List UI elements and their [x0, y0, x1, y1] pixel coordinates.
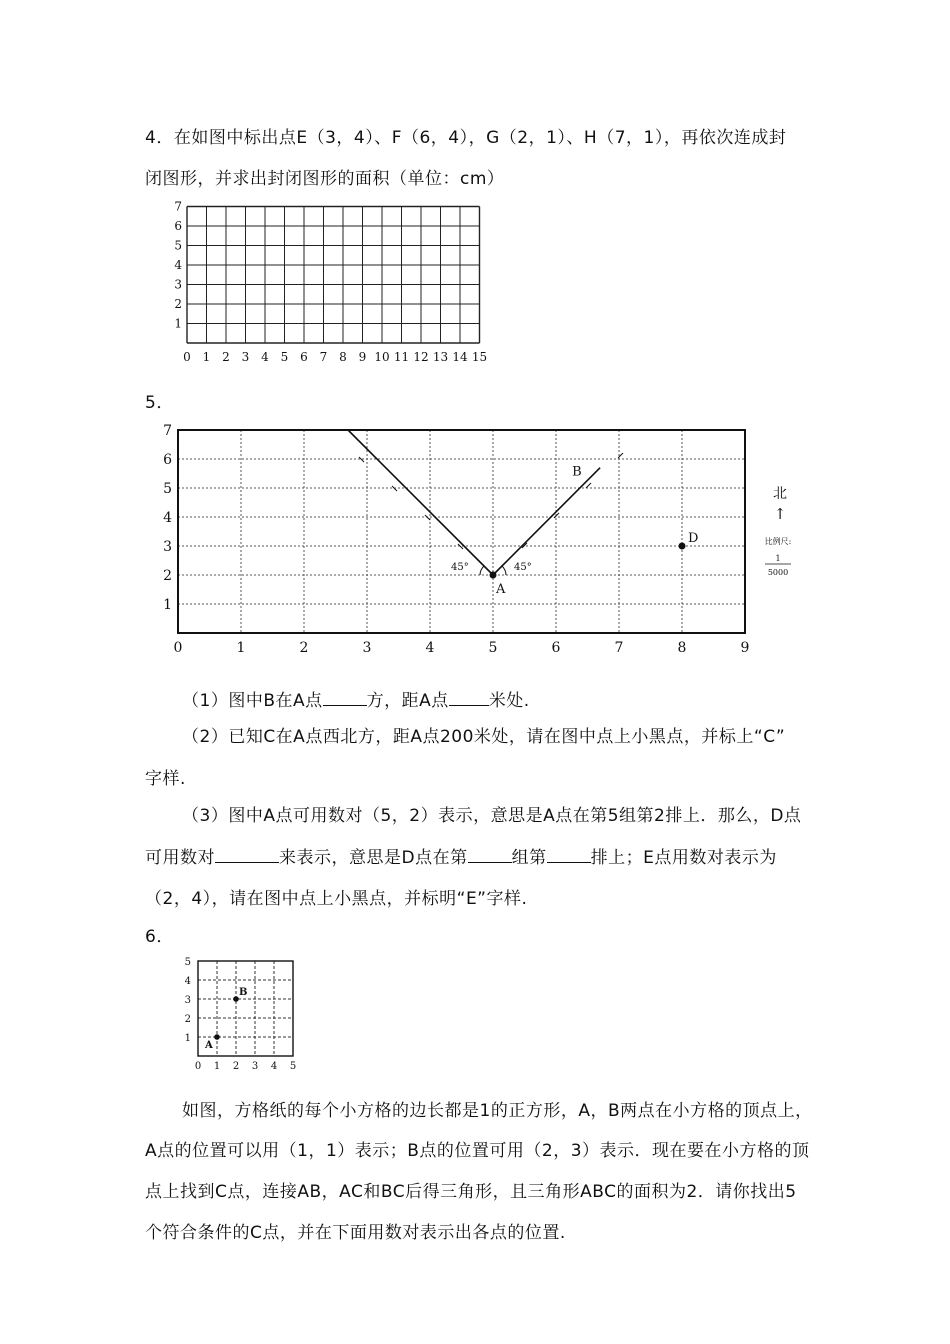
q5-angle-arc-right — [502, 566, 506, 575]
q6-grid — [175, 952, 305, 1077]
q6-y-tick-label: 4 — [184, 976, 191, 987]
q5-p3-row-blank[interactable] — [547, 846, 591, 863]
q5-p3-l2-d: 排上；E点用数对表示为 — [590, 848, 777, 868]
q6-x-tick-label: 0 — [194, 1061, 202, 1072]
q4-x-tick-label: 12 — [413, 350, 429, 364]
q5-y-tick-label: 2 — [163, 568, 172, 584]
q4-x-tick-label: 1 — [202, 350, 211, 364]
q4-x-tick-label: 5 — [280, 350, 289, 364]
q4-x-tick-label: 13 — [432, 350, 449, 364]
q4-x-tick-label: 15 — [471, 350, 488, 364]
q5-x-tick-label: 8 — [677, 640, 687, 656]
q5-angle-label-left: 45° — [451, 562, 469, 573]
q6-line4: 个符合条件的C点，并在下面用数对表示出各点的位置. — [145, 1223, 566, 1243]
q5-p3-l2-c: 组第 — [511, 848, 547, 868]
q5-ray-northwest — [348, 430, 493, 575]
q6-point-b — [233, 996, 239, 1002]
q6-x-tick-label: 3 — [251, 1061, 259, 1072]
q6-point-a — [214, 1034, 220, 1040]
q5-y-tick-label: 6 — [163, 452, 172, 468]
q4-x-tick-label: 3 — [241, 350, 250, 364]
q5-p2-line1: （2）已知C在A点西北方，距A点200米处，请在图中点上小黑点，并标上“C” — [182, 727, 786, 747]
q5-p3-l2-a: 可用数对 — [145, 848, 215, 868]
q4-x-tick-label: 2 — [222, 350, 230, 364]
q5-p3-l2-b: 来表示，意思是D点在第 — [279, 848, 468, 868]
q5-angle-arc-left — [480, 566, 484, 575]
q5-x-tick-label: 4 — [425, 640, 435, 656]
q4-y-tick-label: 5 — [174, 238, 182, 253]
q5-x-tick-label: 6 — [551, 640, 561, 656]
q5-y-tick-label: 3 — [163, 539, 172, 555]
q6-number: 6． — [145, 927, 174, 947]
q5-x-tick-label: 0 — [173, 640, 183, 656]
q5-point-b-label: B — [572, 464, 582, 480]
q6-point-b-label: B — [239, 987, 248, 998]
q5-x-tick-label: 3 — [362, 640, 372, 656]
q5-angle-label-right: 45° — [514, 562, 532, 573]
q5-point-a — [490, 572, 497, 579]
q4-y-tick-label: 3 — [174, 277, 182, 292]
q5-ray-ab — [493, 468, 600, 575]
q4-x-tick-label: 0 — [183, 350, 191, 364]
q4-line2: 闭图形，并求出封闭图形的面积（单位：cm） — [145, 169, 505, 189]
q5-p1-c: 米处. — [488, 691, 530, 711]
q6-x-tick-label: 4 — [270, 1061, 278, 1072]
q5-y-tick-label: 1 — [163, 597, 172, 613]
q6-y-tick-label: 2 — [184, 1014, 191, 1025]
q6-x-tick-label: 2 — [232, 1061, 240, 1072]
q6-y-tick-label: 5 — [184, 957, 191, 968]
q4-text-line1 — [145, 123, 786, 148]
q5-y-tick-label: 7 — [163, 423, 172, 439]
q4-x-tick-label: 10 — [374, 350, 390, 364]
q5-x-tick-label: 2 — [299, 640, 309, 656]
q5-x-tick-label: 7 — [614, 640, 624, 656]
q5-p1-distance-blank[interactable] — [449, 689, 489, 706]
q5-p1-b: 方，距A点 — [366, 691, 449, 711]
q5-point-d-label: D — [688, 531, 699, 546]
q4-number: 4． — [145, 128, 174, 148]
q6-line1: 如图，方格纸的每个小方格的边长都是1的正方形，A，B两点在小方格的顶点上， — [182, 1101, 813, 1121]
q4-x-tick-label: 8 — [339, 350, 347, 364]
q5-chart-frame — [178, 430, 745, 633]
q6-line3: 点上找到C点，连接AB，AC和BC后得三角形，且三角形ABC的面积为2．请你找出5 — [145, 1182, 797, 1202]
q5-north-label: 北 — [773, 486, 787, 502]
q5-p1-a: （1）图中B在A点 — [182, 691, 323, 711]
q4-y-tick-label: 2 — [174, 297, 182, 311]
q5-number: 5． — [145, 393, 174, 413]
q4-y-tick-label: 1 — [174, 316, 182, 331]
q4-grid — [160, 195, 500, 370]
q4-y-tick-label: 7 — [174, 199, 182, 214]
q4-x-tick-label: 4 — [261, 350, 269, 364]
q6-line2: A点的位置可以用（1，1）表示；B点的位置可用（2，3）表示．现在要在小方格的顶 — [145, 1141, 810, 1161]
q4-x-tick-label: 11 — [393, 350, 410, 364]
q5-p1 — [182, 686, 530, 711]
q6-x-tick-label: 5 — [289, 1061, 297, 1072]
q4-x-tick-label: 7 — [319, 350, 328, 364]
q5-x-tick-label: 5 — [488, 640, 498, 656]
q5-ray-tick — [586, 483, 591, 488]
q5-north-arrow-icon: ↑ — [773, 505, 787, 523]
q4-x-tick-label: 6 — [300, 350, 308, 364]
q4-y-tick-label: 6 — [174, 219, 182, 233]
q6-point-a-label: A — [205, 1040, 213, 1051]
q6-y-tick-label: 3 — [184, 995, 191, 1006]
q5-p3-line3: （2，4），请在图中点上小黑点，并标明“E”字样. — [145, 889, 528, 909]
q6-y-tick-label: 1 — [184, 1033, 191, 1044]
q5-y-tick-label: 4 — [163, 510, 172, 526]
q5-p1-direction-blank[interactable] — [323, 689, 367, 706]
q5-point-d — [679, 543, 686, 550]
q5-p3-pair-blank[interactable] — [215, 846, 279, 863]
q5-scale-numerator: 1 — [775, 554, 781, 563]
q5-scale-label: 比例尺: — [764, 537, 792, 546]
q6-x-tick-label: 1 — [213, 1061, 221, 1072]
q5-p3-line1: （3）图中A点可用数对（5，2）表示，意思是A点在第5组第2排上．那么，D点 — [182, 806, 802, 826]
q5-p3-line2 — [145, 843, 777, 868]
q5-scale-denominator: 5000 — [767, 568, 789, 577]
q4-x-tick-label: 9 — [358, 350, 367, 364]
q5-p3-group-blank[interactable] — [468, 846, 512, 863]
q5-grid-chart — [150, 420, 810, 665]
q5-y-tick-label: 5 — [163, 481, 172, 497]
q5-x-tick-label: 9 — [740, 640, 750, 656]
q4-x-tick-label: 14 — [452, 350, 468, 364]
q5-ray-tick — [425, 515, 430, 520]
q5-x-tick-label: 1 — [236, 640, 246, 656]
q5-ray-tick — [392, 486, 397, 491]
q4-line1: 在如图中标出点E（3，4）、F（6，4），G（2，1）、H（7，1），再依次连成封 — [173, 128, 787, 148]
q4-y-tick-label: 4 — [174, 258, 182, 272]
q5-point-a-label: A — [496, 582, 506, 597]
q5-p2-line2: 字样. — [145, 769, 186, 789]
